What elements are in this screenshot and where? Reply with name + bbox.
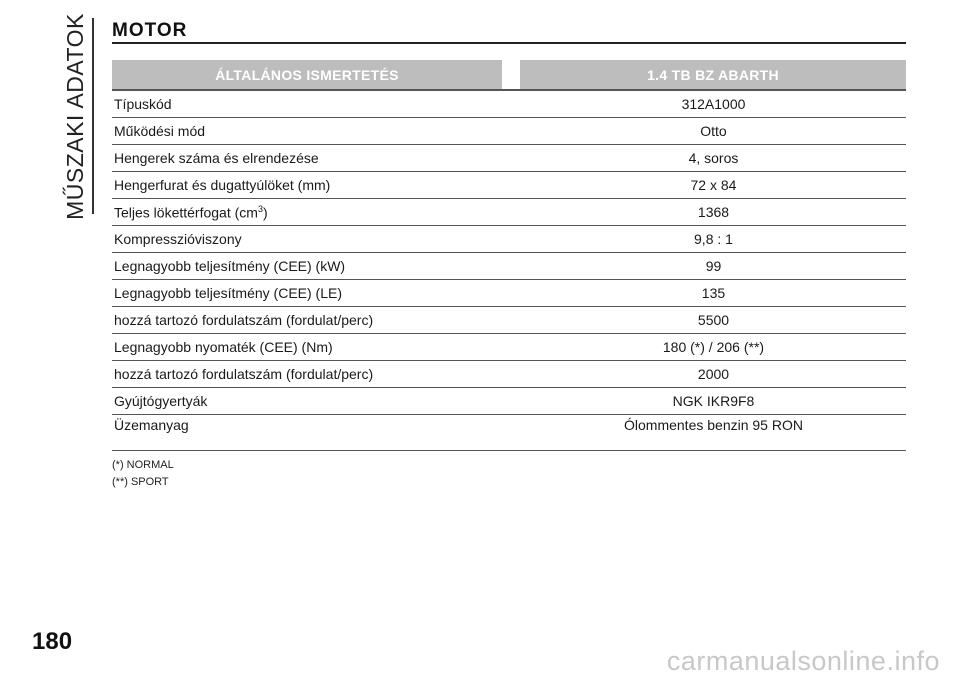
spec-label-text: Gyújtógyertyák	[114, 393, 208, 409]
table-row	[112, 361, 906, 388]
side-title-text: MŰSZAKI ADATOK	[61, 12, 88, 220]
table-row	[112, 253, 906, 280]
spec-label-text: Üzemanyag	[114, 417, 189, 433]
spec-label	[112, 417, 521, 433]
spec-value: Otto	[700, 123, 727, 139]
spec-label	[112, 285, 521, 301]
spec-label	[112, 123, 521, 139]
table-row	[112, 334, 906, 361]
spec-value: 312A1000	[681, 96, 746, 112]
table-row	[112, 226, 906, 253]
spec-value: Ólommentes benzin 95 RON	[624, 417, 803, 433]
spec-label	[112, 231, 521, 247]
header-model: 1.4 TB BZ ABARTH	[520, 60, 906, 89]
spec-value: 1368	[697, 204, 730, 220]
footnotes	[112, 457, 174, 491]
table-row	[112, 280, 906, 307]
spec-label-text: hozzá tartozó fordulatszám (fordulat/perc)	[114, 366, 374, 382]
spec-label-text: Legnagyobb teljesítmény (CEE) (LE)	[114, 285, 342, 301]
spec-label	[112, 312, 521, 328]
spec-label	[112, 393, 521, 409]
spec-label-text: Legnagyobb nyomaték (CEE) (Nm)	[114, 339, 333, 355]
page-number: 180	[32, 628, 73, 655]
spec-label	[112, 366, 521, 382]
spec-value: 2000	[697, 366, 730, 382]
footnote-normal: (*) NORMAL	[112, 459, 174, 471]
spec-value: 4, soros	[688, 150, 739, 166]
spec-value: 72 x 84	[690, 177, 737, 193]
table-row	[112, 118, 906, 145]
spec-label	[112, 258, 521, 274]
spec-label	[112, 96, 521, 112]
table-body	[112, 89, 906, 451]
spec-label-text: Teljes lökettérfogat (cm	[114, 204, 258, 221]
section-title: MOTOR	[112, 20, 188, 41]
engine-spec-table	[112, 60, 906, 451]
spec-label-text: Működési mód	[114, 123, 206, 139]
spec-label-text: Hengerfurat és dugattyúlöket (mm)	[114, 177, 331, 193]
spec-label-suffix: )	[262, 204, 268, 221]
title-divider	[112, 42, 906, 44]
spec-value: 135	[701, 285, 726, 301]
table-row	[112, 145, 906, 172]
spec-label-text: Típuskód	[114, 96, 172, 112]
spec-label-text: Hengerek száma és elrendezése	[114, 150, 319, 166]
spec-value: 99	[705, 258, 722, 274]
table-row	[112, 415, 906, 451]
table-row	[112, 307, 906, 334]
watermark: carmanualsonline.info	[666, 646, 940, 676]
spec-label-text: Legnagyobb teljesítmény (CEE) (kW)	[114, 258, 346, 274]
header-general-description: ÁLTALÁNOS ISMERTETÉS	[112, 60, 502, 89]
spec-label-superscript: 3	[257, 203, 263, 214]
spec-value: NGK IKR9F8	[672, 393, 755, 409]
spec-label	[112, 204, 521, 221]
table-row	[112, 388, 906, 415]
footnote-sport: (**) SPORT	[112, 476, 169, 488]
spec-label-text: Kompresszióviszony	[114, 231, 242, 247]
side-section-title	[58, 12, 92, 220]
spec-label	[112, 150, 521, 166]
table-row	[112, 172, 906, 199]
spec-label	[112, 177, 521, 193]
table-row	[112, 199, 906, 226]
table-header	[112, 60, 906, 89]
spec-value: 9,8 : 1	[694, 231, 733, 247]
spec-label-text: hozzá tartozó fordulatszám (fordulat/perc)	[114, 312, 374, 328]
spec-value: 180 (*) / 206 (**)	[662, 339, 765, 355]
spec-value: 5500	[697, 312, 730, 328]
table-row	[112, 90, 906, 118]
side-divider	[92, 18, 94, 214]
spec-label	[112, 339, 521, 355]
